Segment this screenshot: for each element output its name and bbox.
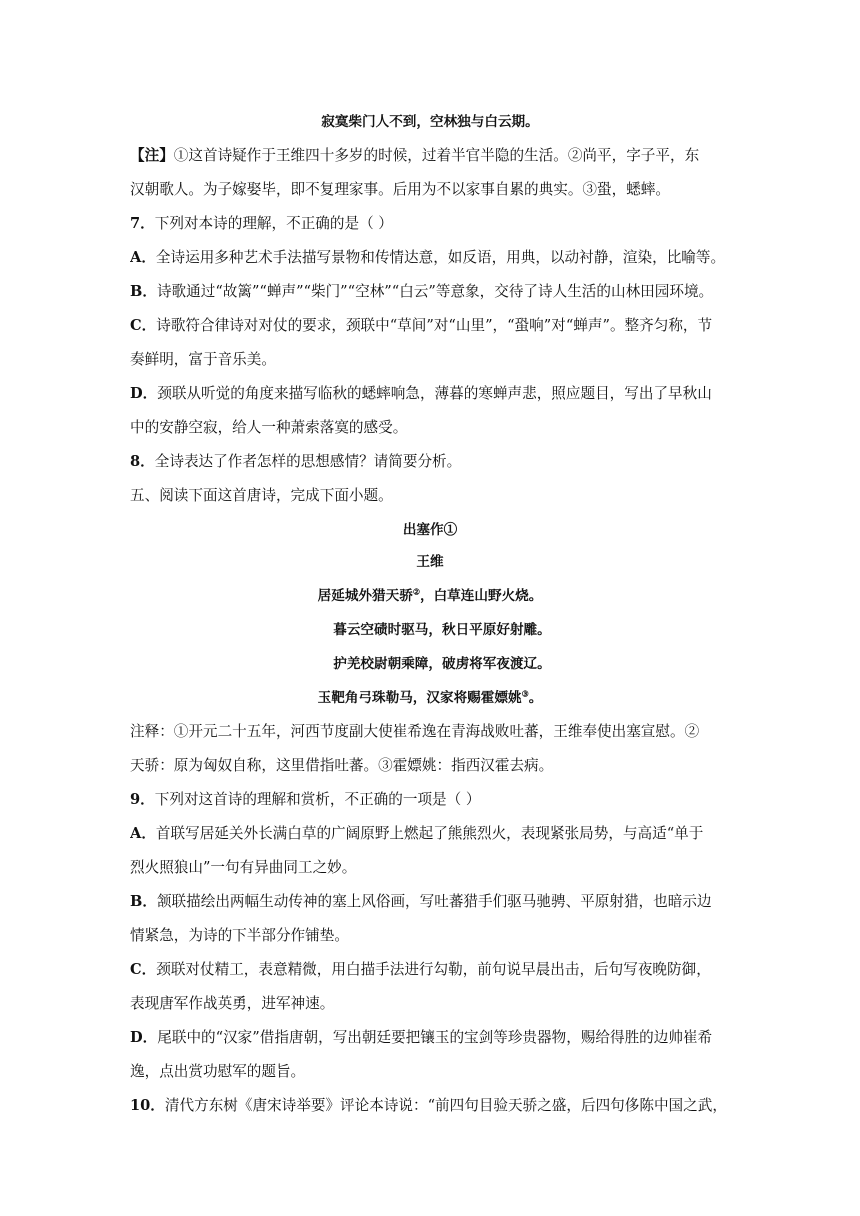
q10-number: 10．: [130, 1097, 165, 1114]
q7-option-d-cont: 中的安静空寂，给人一种萧索落寞的感受。: [130, 419, 408, 436]
q7-option-c-cont: 奏鲜明，富于音乐美。: [130, 351, 276, 368]
q9-option-a: [130, 824, 730, 844]
q9-option-c-cont: 表现唐军作战英勇，进军神速。: [130, 995, 335, 1012]
poem2-line3: 护羌校尉朝乘障，破虏将军夜渡辽。: [333, 656, 551, 672]
poem2-line4-a: 玉靶角弓珠勒马，汉家将赐霍嫖姚: [317, 690, 522, 706]
q9-number: 9．: [130, 791, 155, 808]
note1-label: 【注】: [130, 147, 174, 164]
q9-option-b: [130, 892, 730, 912]
q8: [130, 452, 730, 472]
q7-option-a-letter: A．: [130, 249, 156, 266]
section5-heading: 五、阅读下面这首唐诗，完成下面小题。: [130, 487, 393, 504]
q7-option-b-text: 诗歌通过“故篱”“蝉声”“柴门”“空林”“白云”等意象，交待了诗人生活的山林田园环境。: [156, 283, 714, 300]
q9-option-a-text1: 首联写居延关外长满白草的广阔原野上燃起了熊熊烈火，表现紧张局势，与高适“单于: [155, 825, 704, 842]
q9-option-c: [130, 960, 730, 980]
q7-option-b-letter: B．: [130, 283, 157, 300]
q7-stem: [130, 214, 730, 234]
q7-stem-text: 下列对本诗的理解，不正确的是（ ）: [154, 215, 393, 232]
q9-stem-text: 下列对这首诗的理解和赏析，不正确的一项是（ ）: [154, 791, 481, 808]
q7-option-c-letter: C．: [130, 317, 157, 334]
poem2-line4-b: 。: [528, 690, 543, 706]
q9-option-d-letter: D．: [130, 1029, 158, 1046]
poem2-line4-footnote: ③: [521, 688, 529, 699]
q8-number: 8．: [130, 453, 155, 470]
q7-number: 7．: [130, 215, 155, 232]
q7-option-a: [130, 248, 730, 268]
poem2-title: 出塞作①: [402, 522, 458, 538]
note1-text1: ①这首诗疑作于王维四十多岁的时候，过着半官半隐的生活。②尚平，字子平，东: [173, 147, 700, 164]
note2-line1: 注释：①开元二十五年，河西节度副大使崔希逸在青海战败吐蕃，王维奉使出塞宣慰。②: [130, 723, 700, 740]
poem1-last-line: 寂寞柴门人不到，空林独与白云期。: [321, 114, 539, 130]
q10-stem: 清代方东树《唐宋诗举要》评论本诗说：“前四句目验天骄之盛，后四句侈陈中国之武，: [164, 1097, 727, 1114]
q9-option-c-letter: C．: [130, 961, 157, 978]
q9-stem: [130, 790, 730, 810]
poem2-line1: [130, 586, 730, 606]
poem2-line1-b: ，白草连山野火烧。: [419, 588, 543, 604]
poem2-line1-footnote: ②: [412, 586, 420, 597]
q7-option-a-text: 全诗运用多种艺术手法描写景物和传情达意，如反语，用典，以动衬静，渲染，比喻等。: [155, 249, 726, 266]
poem2-line1-a: 居延城外猎天骄: [317, 588, 413, 604]
q9-option-a-cont: 烈火照狼山”一句有异曲同工之妙。: [130, 859, 357, 876]
q7-option-d-letter: D．: [130, 385, 158, 402]
q7-option-d: [130, 384, 730, 404]
q7-option-b: [130, 282, 730, 302]
q9-option-b-text1: 颔联描绘出两幅生动传神的塞上风俗画，写吐蕃猎手们驱马驰骋、平原射猎，也暗示边: [156, 893, 712, 910]
q9-option-d-cont: 逸，点出赏功慰军的题旨。: [130, 1063, 306, 1080]
poem2-line4: [130, 688, 730, 708]
note1-line2: 汉朝歌人。为子嫁娶毕，即不复理家事。后用为不以家事自累的典实。③蛩，蟋蟀。: [130, 181, 670, 198]
q8-stem: 全诗表达了作者怎样的思想感情？请简要分析。: [154, 453, 462, 470]
poem2-author: 王维: [416, 554, 444, 570]
q9-option-d: [130, 1028, 730, 1048]
note2-line2: 天骄：原为匈奴自称，这里借指吐蕃。③霍嫖姚：指西汉霍去病。: [130, 757, 554, 774]
q10: [130, 1096, 730, 1116]
q7-option-c-text1: 诗歌符合律诗对对仗的要求，颈联中“草间”对“山里”，“蛩响”对“蝉声”。整齐匀称，节: [156, 317, 713, 334]
q9-option-d-text1: 尾联中的“汉家”借指唐朝，写出朝廷要把镶玉的宝剑等珍贵器物，赐给得胜的边帅崔希: [157, 1029, 713, 1046]
q9-option-c-text1: 颈联对仗精工，表意精微，用白描手法进行勾勒，前句说早晨出击，后句写夜晚防御，: [156, 961, 711, 978]
q9-option-a-letter: A．: [130, 825, 156, 842]
q7-option-d-text1: 颈联从听觉的角度来描写临秋的蟋蟀响急，薄暮的寒蝉声悲，照应题目，写出了早秋山: [157, 385, 712, 402]
poem2-line2: 暮云空碛时驱马，秋日平原好射雕。: [333, 622, 551, 638]
q9-option-b-cont: 情紧急，为诗的下半部分作铺垫。: [130, 927, 349, 944]
q7-option-c: [130, 316, 730, 336]
note1-line1: [130, 146, 730, 166]
q9-option-b-letter: B．: [130, 893, 157, 910]
